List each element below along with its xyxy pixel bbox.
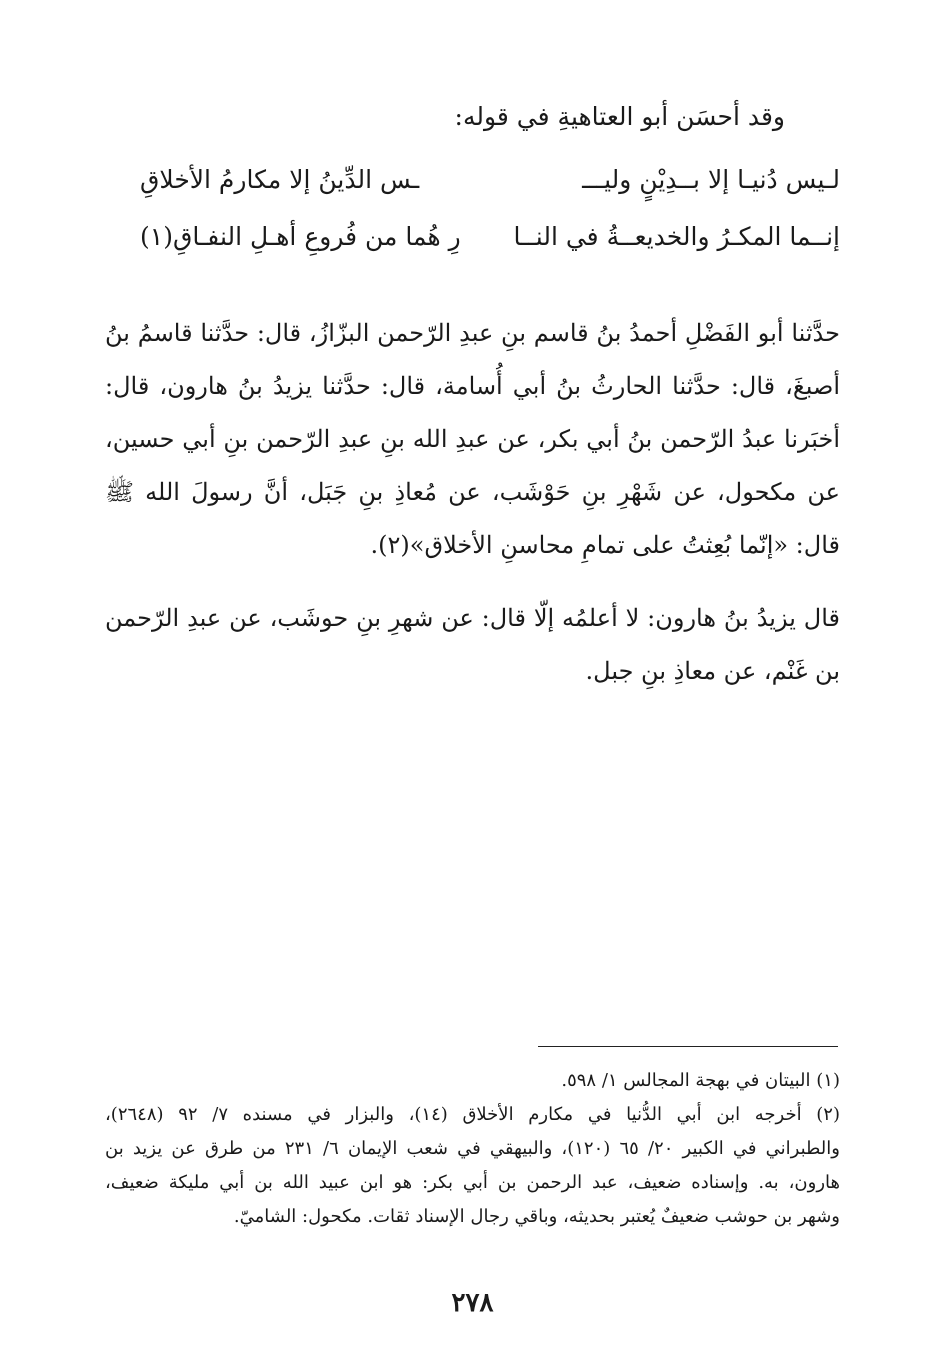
page-number: ٢٧٨ bbox=[451, 1288, 494, 1318]
verse-1-first-hemistich: لـيس دُنيـا إلا بــدِيْنٍ وليـــ bbox=[582, 165, 840, 194]
verse-1-second-hemistich: ـس الدِّينُ إلا مكارمُ الأخلاقِ bbox=[140, 165, 420, 194]
footnote-2-line-1: (٢) أخرجه ابن أبي الدُّنيا في مكارم الأخلاق (١٤)، والبزار في مسنده ٧/ ٩٢ (٢٦٤٨)، bbox=[105, 1104, 840, 1125]
verse-2-first-hemistich: إنــما المكـرُ والخديعــةُ في النــا bbox=[513, 222, 840, 251]
footnote-2-line-3: هارون، به. وإسناده ضعيف، عبد الرحمن بن أبي بكر: هو ابن عبيد الله بن أبي مليكة ضعيف، bbox=[105, 1172, 840, 1193]
footnote-2 bbox=[105, 1098, 840, 1234]
footnote-2-line-4: وشهر بن حوشب ضعيفٌ يُعتبر بحديثه، وباقي رجال الإسناد ثقات. مكحول: الشاميّ. bbox=[233, 1206, 840, 1227]
verse-2-second-hemistich: رِ هُما من فُروعِ أهـلِ النفـاقِ(١) bbox=[140, 222, 461, 251]
hadith-paragraph: حدَّثنا أبو الفَضْلِ أحمدُ بنُ قاسم بنِ عبدِ الرّحمن البزّازُ، قال: حدَّثنا قاسمُ بنُ أصبغَ، قال: حدَّثنا الحارثُ بنُ أبي أُسامة، قال: حدَّثنا يزيدُ بنُ هارون، قال: أخبَرنا عبدُ الرّحمن بنُ أبي بكر، عن عبدِ الله بنِ عبدِ الرّحمن بنِ أبي حسين، عن مكحول، عن شَهْرِ بنِ حَوْشَب، عن مُعاذِ بنِ جَبَل، أنَّ رسولَ الله ﷺ قال: «إنّما بُعِثتُ على تمامِ محاسنِ الأخلاق»(٢). bbox=[105, 319, 840, 559]
isnad-note-paragraph: قال يزيدُ بنُ هارون: لا أعلمُه إلّا قال: عن شهرِ بنِ حوشَب، عن عبدِ الرّحمن بن غَنْم، عن معاذِ بنِ جبل. bbox=[105, 604, 841, 685]
intro-line: وقد أحسَن أبو العتاهيةِ في قوله: bbox=[454, 102, 785, 131]
footnotes bbox=[105, 1064, 840, 1234]
footnote-2-line-2: والطبراني في الكبير ٢٠/ ٦٥ (١٢٠)، والبيهقي في شعب الإيمان ٦/ ٢٣١ من طرق عن يزيد بن bbox=[105, 1138, 840, 1159]
footnote-1 bbox=[105, 1064, 840, 1098]
footnote-1-line: (١) البيتان في بهجة المجالس ١/ ٥٩٨. bbox=[561, 1070, 840, 1091]
footnote-divider bbox=[538, 1046, 838, 1047]
